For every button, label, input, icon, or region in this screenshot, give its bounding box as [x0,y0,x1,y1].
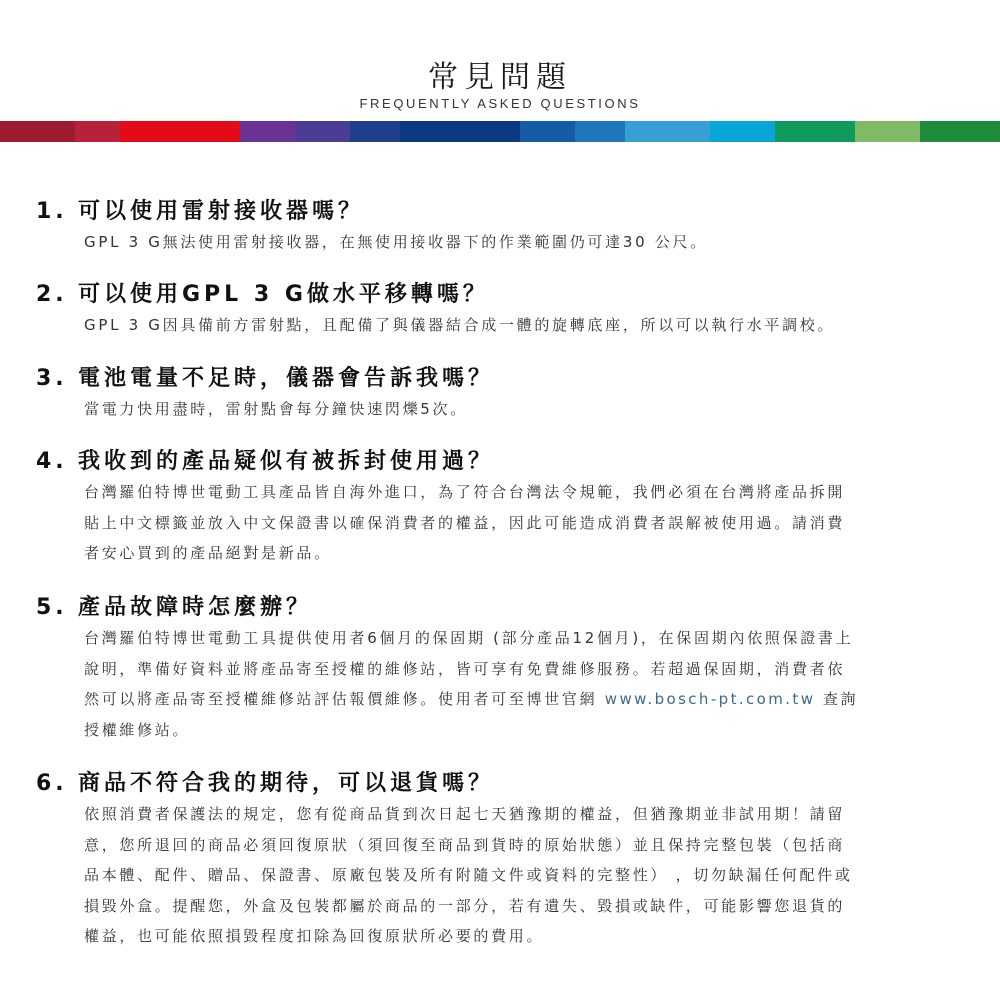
page-title: 常見問題 [428,60,572,95]
stripe-segment [625,121,710,142]
stripe-segment [575,121,625,142]
faq-question-text: 我收到的產品疑似有被拆封使用過？ [78,449,495,474]
stripe-segment [75,121,120,142]
answer-line: 當電力快用盡時，雷射點會每分鐘快速閃爍5次。 [84,400,468,418]
page-subtitle: FREQUENTLY ASKED QUESTIONS [359,96,641,111]
faq-question-1 [36,194,364,225]
faq-question-text: 電池電量不足時，儀器會告訴我嗎？ [78,366,495,391]
faq-question-text: 可以使用雷射接收器嗎？ [78,199,365,224]
stripe-segment [295,121,350,142]
stripe-segment [775,121,855,142]
faq-answer-4 [84,477,974,569]
faq-question-4 [36,444,494,475]
answer-line: 權益，也可能依照損毀程度扣除為回復原狀所必要的費用。 [84,927,545,945]
faq-answer-2 [84,310,974,341]
answer-line: 台灣羅伯特博世電動工具提供使用者6個月的保固期 (部分產品12個月)，在保固期內依照保證書上 [84,629,854,647]
faq-number: 3. [36,366,68,391]
stripe-segment [920,121,1000,142]
faq-answer-6 [84,799,974,952]
faq-question-text: 商品不符合我的期待，可以退貨嗎？ [78,771,495,796]
faq-question-6 [36,766,494,797]
answer-line: GPL 3 G無法使用雷射接收器，在無使用接收器下的作業範圍仍可達30 公尺。 [84,233,708,251]
answer-line: 意，您所退回的商品必須回復原狀（須回復至商品到貨時的原始狀態）並且保持完整包裝（包括商 [84,835,846,854]
answer-line: 台灣羅伯特博世電動工具產品皆自海外進口，為了符合台灣法令規範，我們必須在台灣將產品拆開 [84,483,846,501]
faq-number: 4. [36,449,68,474]
stripe-segment [120,121,240,142]
answer-line: 說明，準備好資料並將產品寄至授權的維修站，皆可享有免費維修服務。若超過保固期，消費者依 [84,659,846,678]
stripe-segment [400,121,520,142]
faq-question-text: 產品故障時怎麼辦？ [78,595,313,620]
answer-text: 查詢 [815,690,859,708]
faq-number: 5. [36,595,68,620]
faq-question-3 [36,361,494,392]
stripe-segment [520,121,575,142]
faq-question-5 [36,590,312,621]
stripe-segment [0,121,75,142]
answer-line: 貼上中文標籤並放入中文保證書以確保消費者的權益，因此可能造成消費者誤解被使用過。請消費 [84,513,846,532]
answer-line: 授權維修站。 [84,720,191,739]
faq-answer-3 [84,394,974,425]
answer-text: 然可以將產品寄至授權維修站評估報價維修。使用者可至博世官網 [84,690,605,708]
faq-answer-1 [84,227,974,258]
answer-line-with-link [84,684,974,715]
stripe-segment [240,121,295,142]
stripe-segment [855,121,920,142]
answer-line: 品本體、配件、贈品、保證書、原廠包裝及所有附隨文件或資料的完整性） ，切勿缺漏任何配件或 [84,866,853,884]
answer-line: 損毀外盒。提醒您，外盒及包裝都屬於商品的一部分，若有遺失、毀損或缺件，可能影響您退貨的 [84,896,846,915]
faq-question-2 [36,277,489,308]
stripe-segment [350,121,400,142]
bosch-website-link[interactable]: www.bosch-pt.com.tw [604,690,816,708]
answer-line: 依照消費者保護法的規定，您有從商品貨到次日起七天猶豫期的權益，但猶豫期並非試用期！請留 [84,805,846,823]
faq-question-text: 可以使用GPL 3 G做水平移轉嗎？ [78,282,489,307]
color-stripe-divider [0,121,1000,142]
faq-number: 1. [36,199,68,224]
faq-answer-5 [84,623,974,745]
answer-line: 者安心買到的產品絕對是新品。 [84,544,332,562]
answer-line: GPL 3 G因具備前方雷射點，且配備了與儀器結合成一體的旋轉底座，所以可以執行水平調校。 [84,316,836,334]
faq-number: 6. [36,771,68,796]
faq-number: 2. [36,282,68,307]
stripe-segment [710,121,775,142]
